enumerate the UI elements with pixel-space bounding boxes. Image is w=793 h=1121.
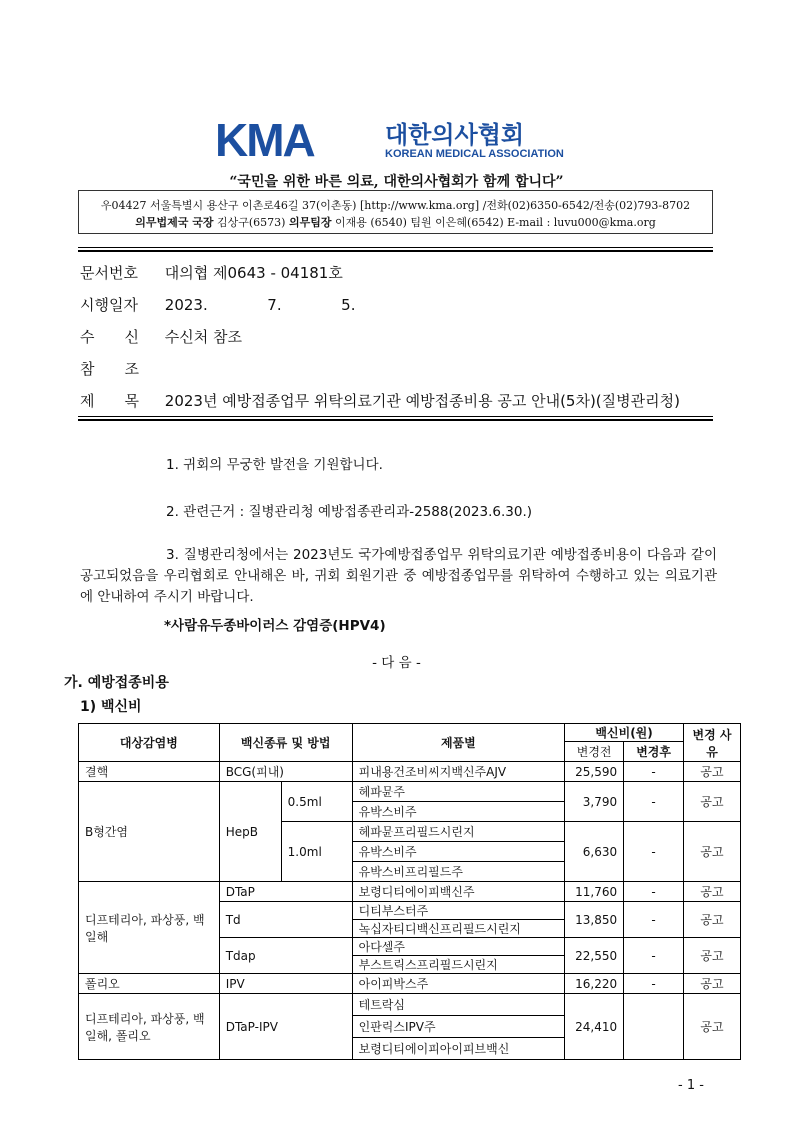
cell-after: -: [624, 938, 684, 974]
header-before: 변경전: [565, 742, 624, 762]
page-number: - 1 -: [678, 1078, 704, 1093]
recipient-row: [80, 326, 242, 347]
cell-reason: 공고: [684, 762, 741, 782]
cell-price: 11,760: [565, 882, 624, 902]
header-rule-top: [78, 247, 713, 252]
daum-heading: - 다 음 -: [372, 655, 421, 671]
cell-disease: 디프테리아, 파상풍, 백일해, 폴리오: [79, 994, 220, 1060]
header-cost: 백신비(원): [565, 724, 684, 742]
cell-product: 디티부스터주: [352, 902, 565, 920]
logo-letters: KMA: [215, 118, 314, 160]
table-row: [79, 882, 741, 902]
cell-product: 헤파뮨주: [352, 782, 565, 802]
cell-product: 유박스비주: [352, 842, 565, 862]
cell-product: 부스트릭스프리필드시린지: [352, 956, 565, 974]
subject: 2023년 예방접종업무 위탁의료기관 예방접종비용 공고 안내(5차)(질병관리청): [164, 392, 680, 410]
paragraph-3: 3. 질병관리청에서는 2023년도 국가예방접종업무 위탁의료기관 예방접종비용이 다음과 같이 공고되었음을 우리협회로 안내해온 바, 귀회 회원기관 중 예방접종업무를 위탁하여 수행하고 있는 의료기관에 안내하여 주시기 바랍니다.: [80, 547, 717, 605]
cell-price: 13,850: [565, 902, 624, 938]
cell-disease: 결핵: [79, 762, 220, 782]
cell-price: 22,550: [565, 938, 624, 974]
cell-product: 보령디티에이피백신주: [352, 882, 565, 902]
slogan: “국민을 위한 바른 의료, 대한의사협회가 함께 합니다”: [229, 174, 564, 190]
cell-product: 테트락심: [352, 994, 565, 1016]
table-header-row: [79, 724, 741, 742]
cell-reason: 공고: [684, 822, 741, 882]
cell-type: DTaP-IPV: [219, 994, 352, 1060]
team-value: 이재용 (6540) 팀원 이은혜(6542) E-mail : luvu000@kma.org: [334, 216, 656, 229]
kma-logo: [215, 118, 575, 160]
header-type: 백신종류 및 방법: [219, 724, 352, 762]
cell-type: IPV: [219, 974, 352, 994]
vaccine-cost-table: [78, 723, 741, 1060]
cell-product: 아다셀주: [352, 938, 565, 956]
cell-reason: 공고: [684, 974, 741, 994]
reference-label: 참 조: [80, 360, 139, 378]
date-day: 5.: [341, 296, 356, 314]
doc-number-label: 문서번호: [80, 264, 138, 282]
cell-product: 인판릭스IPV주: [352, 1016, 565, 1038]
director-value: 김상구(6573): [216, 216, 286, 229]
team-label: 의무팀장: [288, 216, 332, 229]
cell-product: 피내용건조비씨지백신주AJV: [352, 762, 565, 782]
table-row: [79, 974, 741, 994]
date-row: [80, 294, 355, 315]
cell-reason: 공고: [684, 902, 741, 938]
cell-type: BCG(피내): [219, 762, 352, 782]
table-row: [79, 782, 741, 802]
header-reason: 변경 사유: [684, 724, 741, 762]
header-disease: 대상감염병: [79, 724, 220, 762]
paragraph-1: 1. 귀회의 무궁한 발전을 기원합니다.: [166, 457, 383, 473]
recipient-label: 수 신: [80, 328, 139, 346]
table-row: [79, 762, 741, 782]
cell-product: 헤파뮨프리필드시린지: [352, 822, 565, 842]
contact-line-1: 우04427 서울특별시 용산구 이촌로46길 37(이촌동) [http://www.kma.org] /전화(02)6350-6542/전송(02)793-8702: [100, 199, 691, 212]
contact-line-2: [79, 214, 712, 231]
header-product: 제품별: [352, 724, 565, 762]
reference-row: [80, 358, 160, 379]
cell-reason: 공고: [684, 782, 741, 822]
cell-reason: 공고: [684, 994, 741, 1060]
header-after: 변경후: [624, 742, 684, 762]
cell-type: DTaP: [219, 882, 352, 902]
cell-after: -: [624, 902, 684, 938]
cell-type: HepB: [219, 782, 281, 882]
cell-price: 16,220: [565, 974, 624, 994]
cell-price: 25,590: [565, 762, 624, 782]
cell-type: Tdap: [219, 938, 352, 974]
subject-label: 제 목: [80, 392, 139, 410]
cell-product: 아이피박스주: [352, 974, 565, 994]
cell-after: -: [624, 762, 684, 782]
subject-row: [80, 390, 680, 411]
table-row: [79, 994, 741, 1016]
cell-after: -: [624, 974, 684, 994]
recipient: 수신처 참조: [164, 328, 242, 346]
cell-product: 유박스비주: [352, 802, 565, 822]
cell-product: 유박스비프리필드주: [352, 862, 565, 882]
cell-after: -: [624, 822, 684, 882]
cell-after: -: [624, 882, 684, 902]
cell-disease: 폴리오: [79, 974, 220, 994]
cell-dose: 1.0ml: [281, 822, 352, 882]
director-label: 의무법제국 국장: [135, 216, 214, 229]
date-year: 2023.: [164, 296, 208, 314]
paragraph-2: 2. 관련근거 : 질병관리청 예방접종관리과-2588(2023.6.30.): [166, 504, 533, 520]
contact-box: [78, 190, 713, 234]
section-1: 1) 백신비: [80, 699, 142, 715]
date-month: 7.: [267, 296, 282, 314]
cell-disease: 디프테리아, 파상풍, 백일해: [79, 882, 220, 974]
cell-reason: 공고: [684, 882, 741, 902]
doc-number-row: [80, 262, 343, 283]
date-label: 시행일자: [80, 296, 138, 314]
cell-dose: 0.5ml: [281, 782, 352, 822]
cell-type: Td: [219, 902, 352, 938]
cell-after: -: [624, 782, 684, 822]
cell-price: 6,630: [565, 822, 624, 882]
cell-product: 녹십자티디백신프리필드시린지: [352, 920, 565, 938]
logo-name-en: KOREAN MEDICAL ASSOCIATION: [385, 148, 564, 160]
logo-name-ko: 대한의사협회: [385, 121, 525, 149]
highlight-item: *사람유두종바이러스 감염증(HPV4): [164, 618, 386, 634]
cell-product: 보령디티에이피아이피브백신: [352, 1038, 565, 1060]
cell-disease: B형간염: [79, 782, 220, 882]
cell-reason: 공고: [684, 938, 741, 974]
cell-price: 3,790: [565, 782, 624, 822]
section-ga: 가. 예방접종비용: [64, 675, 169, 691]
doc-number: 대의협 제0643 - 04181호: [164, 264, 343, 282]
cell-price: 24,410: [565, 994, 624, 1060]
cell-after: [624, 994, 684, 1060]
header-rule-bottom: [78, 416, 713, 421]
